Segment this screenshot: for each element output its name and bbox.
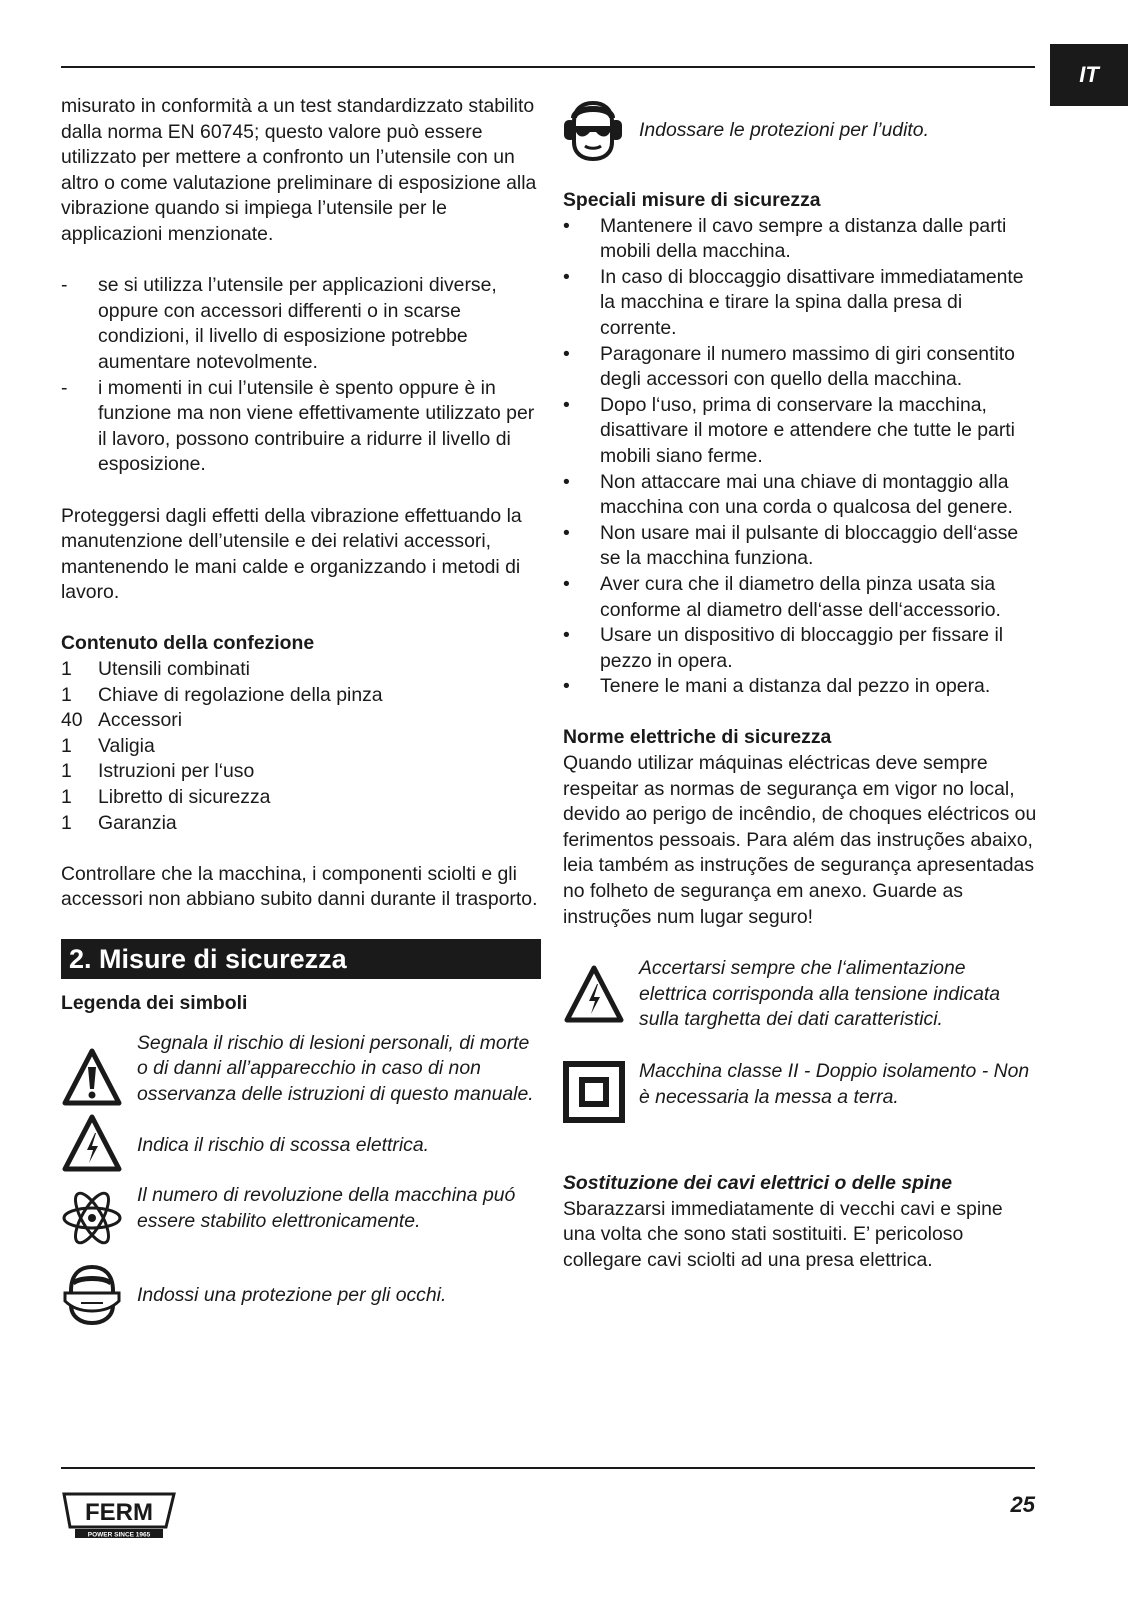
symbol-row	[61, 1031, 541, 1108]
symbol-text: Macchina classe II - Doppio isolamento - Non è necessaria la messa a terra.	[639, 1060, 1030, 1108]
logo-text: FERM	[85, 1499, 153, 1526]
dash-mark: -	[61, 376, 68, 399]
list-item-text: In caso di bloccaggio disattivare immediatamente la macchina e tirare la spina dalla presa di corrente.	[600, 265, 1024, 339]
right-column	[563, 94, 1038, 1273]
bullet-mark: •	[563, 470, 570, 493]
item-name: Valigia	[98, 734, 155, 757]
eye-protection-icon	[61, 1263, 137, 1327]
symbol-row	[563, 94, 1038, 162]
item-quantity: 1	[61, 786, 72, 809]
item-name: Istruzioni per l‘uso	[98, 760, 255, 783]
symbol-text: Accertarsi sempre che l‘alimentazione elettrica corrisponda alla tensione indicata sulla targhetta dei dati caratteristici.	[639, 957, 1001, 1031]
item-quantity: 1	[61, 683, 72, 706]
item-quantity: 1	[61, 658, 72, 681]
item-name: Chiave di regolazione della pinza	[98, 683, 383, 706]
bullet-mark: •	[563, 572, 570, 595]
symbol-text: Indica il rischio di scossa elettrica.	[137, 1134, 430, 1157]
electric-shock-icon	[61, 1113, 137, 1173]
contents-heading: Contenuto della confezione	[61, 632, 315, 655]
list-item	[61, 376, 541, 478]
list-item	[563, 521, 1038, 572]
symbol-row	[61, 1113, 541, 1173]
list-item-text: Aver cura che il diametro della pinza usata sia conforme al diametro dell‘asse dell‘accessorio.	[600, 572, 1001, 621]
bullet-mark: •	[563, 214, 570, 237]
list-item	[61, 273, 541, 375]
symbol-row	[61, 1183, 541, 1249]
symbol-row	[61, 1263, 541, 1327]
hearing-protection-icon	[563, 94, 639, 162]
item-name: Libretto di sicurezza	[98, 786, 271, 809]
list-item-text: i momenti in cui l’utensile è spento oppure è in funzione ma non viene effettivamente utilizzato per il lavoro, possono contribuire a ridurre il livello di esposizione.	[98, 376, 535, 476]
legend-heading: Legenda dei simboli	[61, 992, 248, 1014]
bottom-rule	[61, 1467, 1035, 1469]
dash-mark: -	[61, 274, 68, 297]
item-name: Accessori	[98, 709, 183, 732]
list-item	[61, 759, 541, 785]
list-item	[563, 623, 1038, 674]
ferm-logo	[61, 1491, 177, 1544]
contents-list	[61, 657, 541, 836]
list-item-text: se si utilizza l’utensile per applicazioni diverse, oppure con accessori differenti o in scarse condizioni, il livello di esposizione potrebbe aumentare notevolmente.	[98, 274, 497, 373]
list-item-text: Dopo l‘uso, prima di conservare la macchina, disattivare il motore e attendere che tutte le parti mobili siano ferme.	[600, 393, 1015, 467]
electric-shock-icon	[563, 956, 639, 1024]
symbol-text: Indossare le protezioni per l’udito.	[639, 119, 929, 141]
list-item	[563, 470, 1038, 521]
logo-tagline: POWER SINCE 1965	[87, 1531, 151, 1539]
left-column	[61, 94, 541, 1327]
list-item-text: Non attaccare mai una chiave di montaggio alla macchina con una corda o qualcosa del genere.	[600, 470, 1013, 519]
list-item	[61, 657, 541, 683]
warning-icon	[61, 1031, 137, 1107]
list-item	[563, 265, 1038, 342]
list-item	[61, 785, 541, 811]
list-item	[61, 811, 541, 837]
item-name: Garanzia	[98, 811, 177, 834]
bullet-mark: •	[563, 393, 570, 416]
item-quantity: 1	[61, 811, 72, 834]
page-number: 25	[1010, 1492, 1035, 1517]
list-item	[563, 674, 1038, 700]
symbol-row	[563, 956, 1038, 1033]
item-name: Utensili combinati	[98, 658, 250, 681]
bullet-mark: •	[563, 265, 570, 288]
cables-paragraph: Sbarazzarsi immediatamente di vecchi cavi e spine una volta che sono stati sostituiti. E’ pericoloso collegare cavi sciolti ad una presa elettrica.	[563, 1197, 1003, 1271]
check-paragraph: Controllare che la macchina, i componenti sciolti e gli accessori non abbiano subito danni durante il trasporto.	[61, 862, 538, 911]
list-item	[61, 734, 541, 760]
item-quantity: 40	[61, 709, 83, 732]
special-list	[563, 214, 1038, 700]
section-title: 2. Misure di sicurezza	[61, 939, 541, 979]
cables-heading: Sostituzione dei cavi elettrici o delle spine	[563, 1172, 952, 1194]
list-item	[61, 683, 541, 709]
list-item	[563, 214, 1038, 265]
list-item-text: Tenere le mani a distanza dal pezzo in opera.	[600, 675, 991, 698]
top-rule	[61, 66, 1035, 68]
electrical-heading: Norme elettriche di sicurezza	[563, 726, 832, 749]
dash-list	[61, 273, 541, 478]
language-tab: IT	[1050, 44, 1128, 106]
list-item	[563, 572, 1038, 623]
bullet-mark: •	[563, 675, 570, 698]
electronic-speed-icon	[61, 1183, 137, 1249]
symbol-text: Segnala il rischio di lesioni personali, di morte o di danni all’apparecchio in caso di non osservanza delle istruzioni di questo manuale.	[137, 1031, 534, 1105]
bullet-mark: •	[563, 521, 570, 544]
symbol-text: Il numero di revoluzione della macchina puó essere stabilito elettronicamente.	[137, 1184, 516, 1232]
list-item	[563, 393, 1038, 470]
electrical-paragraph: Quando utilizar máquinas eléctricas deve sempre respeitar as normas de segurança em vigor no local, devido ao perigo de incêndio, de choques eléctricos ou ferimentos pessoais. Para além das instruções abaixo, leia também as instruções de segurança apresentadas no folheto de segurança em anexo. Guarde as instruções num lugar seguro!	[563, 752, 1037, 928]
list-item-text: Paragonare il numero massimo di giri consentito degli accessori con quello della macchina.	[600, 342, 1015, 391]
item-quantity: 1	[61, 760, 72, 783]
vibration-intro: misurato in conformità a un test standardizzato stabilito dalla norma EN 60745; questo valore può essere utilizzato per mettere a confronto un l’utensile con un altro o come valutazione preliminare di esposizione alla vibrazione quando si impiega l’utensile per le applicazioni menzionate.	[61, 95, 537, 245]
list-item-text: Non usare mai il pulsante di bloccaggio dell‘asse se la macchina funziona.	[600, 521, 1019, 570]
double-insulation-icon	[563, 1059, 639, 1123]
item-quantity: 1	[61, 734, 72, 757]
protect-paragraph: Proteggersi dagli effetti della vibrazione effettuando la manutenzione dell’utensile e dei relativi accessori, mantenendo le mani calde e organizzando i metodi di lavoro.	[61, 504, 522, 604]
special-heading: Speciali misure di sicurezza	[563, 189, 821, 211]
list-item	[61, 708, 541, 734]
bullet-mark: •	[563, 342, 570, 365]
symbol-text: Indossi una protezione per gli occhi.	[137, 1284, 447, 1307]
list-item-text: Mantenere il cavo sempre a distanza dalle parti mobili della macchina.	[600, 214, 1007, 263]
bullet-mark: •	[563, 624, 570, 647]
symbol-row	[563, 1059, 1038, 1123]
list-item	[563, 342, 1038, 393]
list-item-text: Usare un dispositivo di bloccaggio per fissare il pezzo in opera.	[600, 624, 1004, 672]
